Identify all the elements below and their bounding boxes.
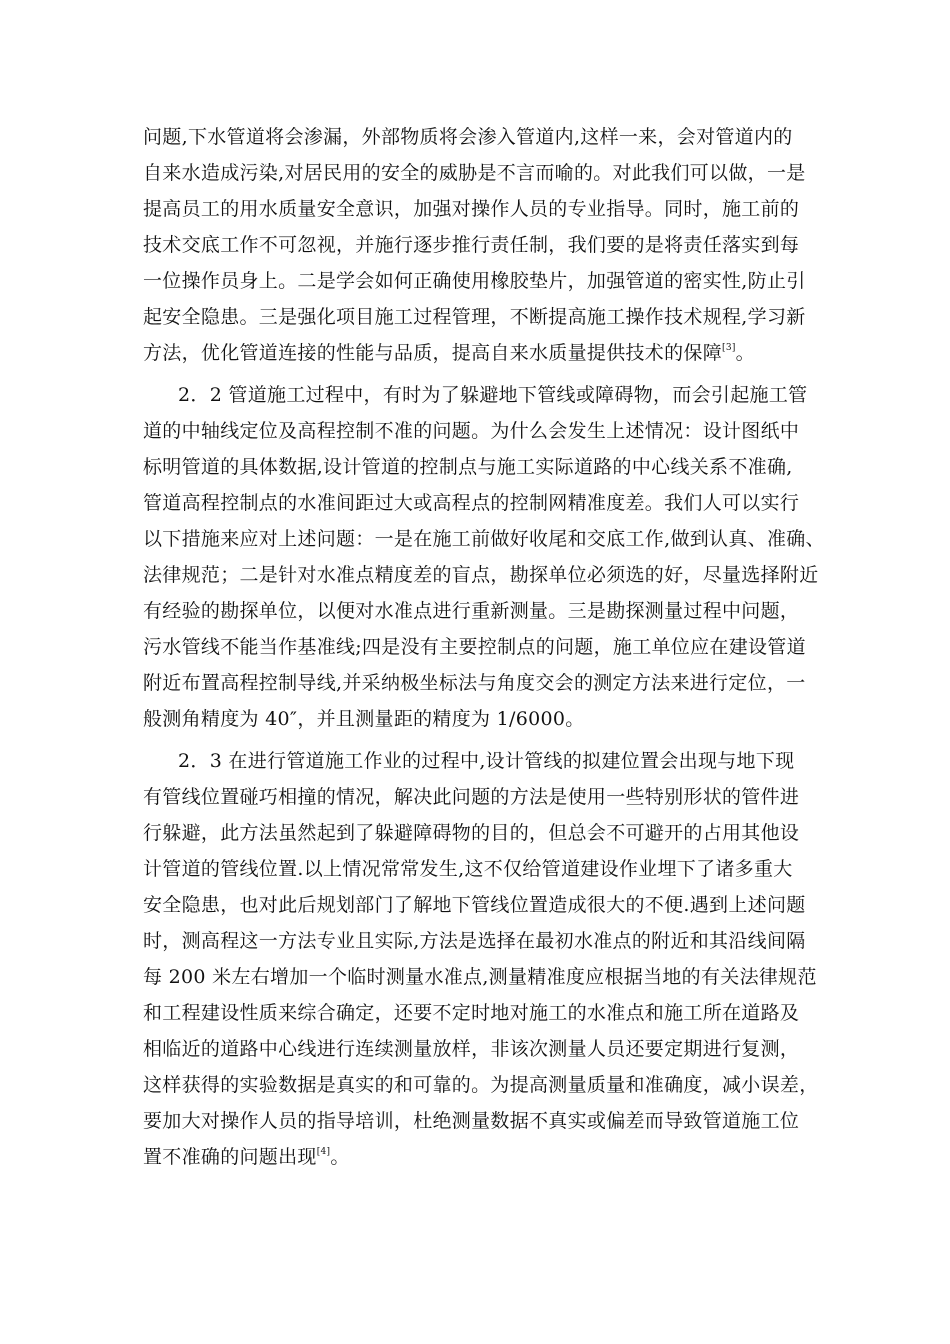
text-line: 问题,下水管道将会渗漏，外部物质将会渗入管道内,这样一来，会对管道内的 [143,126,793,148]
text-line: 自来水造成污染,对居民用的安全的威胁是不言而喻的。对此我们可以做，一是 [143,162,806,184]
text-line: 要加大对操作人员的指导培训，杜绝测量数据不真实或偏差而导致管道施工位 [143,1110,800,1132]
text-line: 以下措施来应对上述问题：一是在施工前做好收尾和交底工作,做到认真、准确、 [143,528,825,550]
text-line: 有经验的勘探单位，以便对水准点进行重新测量。三是勘探测量过程中问题， [143,600,800,622]
text-line: 这样获得的实验数据是真实的和可靠的。为提高测量质量和准确度，减小误差， [143,1074,819,1096]
text-line: 和工程建设性质来综合确定，还要不定时地对施工的水准点和施工所在道路及 [143,1002,800,1024]
text-segment: 。 [735,342,755,364]
text-segment: 方法，优化管道连接的性能与品质，提高自来水质量提供技术的保障 [143,342,723,364]
text-line: 起安全隐患。三是强化项目施工过程管理，不断提高施工操作技术规程,学习新 [143,306,806,328]
text-line: 2．2 管道施工过程中，有时为了躲避地下管线或障碍物，而会引起施工管 [178,384,808,406]
text-line: 每 200 米左右增加一个临时测量水准点,测量精准度应根据当地的有关法律规范 [143,966,817,988]
text-line: 安全隐患，也对此后规划部门了解地下管线位置造成很大的不便.遇到上述问题 [143,894,806,916]
text-line: 管道高程控制点的水准间距过大或高程点的控制网精准度差。我们人可以实行 [143,492,800,514]
text-line: 般测角精度为 40″，并且测量距的精度为 1/6000。 [143,708,585,730]
text-line: 行躲避，此方法虽然起到了躲避障碍物的目的，但总会不可避开的占用其他设 [143,822,800,844]
text-line: 附近布置高程控制导线,并采纳极坐标法与角度交会的测定方法来进行定位，一 [143,672,806,694]
text-line: 相临近的道路中心线进行连续测量放样，非该次测量人员还要定期进行复测， [143,1038,800,1060]
citation-ref: [4] [316,1147,331,1157]
text-line: 污水管线不能当作基准线;四是没有主要控制点的问题，施工单位应在建设管道 [143,636,806,658]
text-line: 时，测高程这一方法专业且实际,方法是选择在最初水准点的附近和其沿线间隔 [143,930,806,952]
text-line: 一位操作员身上。二是学会如何正确使用橡胶垫片，加强管道的密实性,防止引 [143,270,806,292]
text-line: 有管线位置碰巧相撞的情况，解决此问题的方法是使用一些特别形状的管件进 [143,786,800,808]
text-line: 提高员工的用水质量安全意识，加强对操作人员的专业指导。同时，施工前的 [143,198,800,220]
text-line: 计管道的管线位置.以上情况常常发生,这不仅给管道建设作业埋下了诸多重大 [143,858,793,880]
text-line: 法律规范；二是针对水准点精度差的盲点，勘探单位必须选的好，尽量选择附近 [143,564,819,586]
text-segment: 。 [330,1146,350,1168]
text-line [143,1144,350,1170]
text-segment: 置不准确的问题出现 [143,1146,317,1168]
citation-ref: [3] [722,343,736,353]
text-line [143,340,755,366]
text-line: 技术交底工作不可忽视，并施行逐步推行责任制，我们要的是将责任落实到每 [143,234,800,256]
text-line: 标明管道的具体数据,设计管道的控制点与施工实际道路的中心线关系不准确, [143,456,793,478]
text-line: 道的中轴线定位及高程控制不准的问题。为什么会发生上述情况：设计图纸中 [143,420,800,442]
text-line: 2．3 在进行管道施工作业的过程中,设计管线的拟建位置会出现与地下现 [178,750,795,772]
